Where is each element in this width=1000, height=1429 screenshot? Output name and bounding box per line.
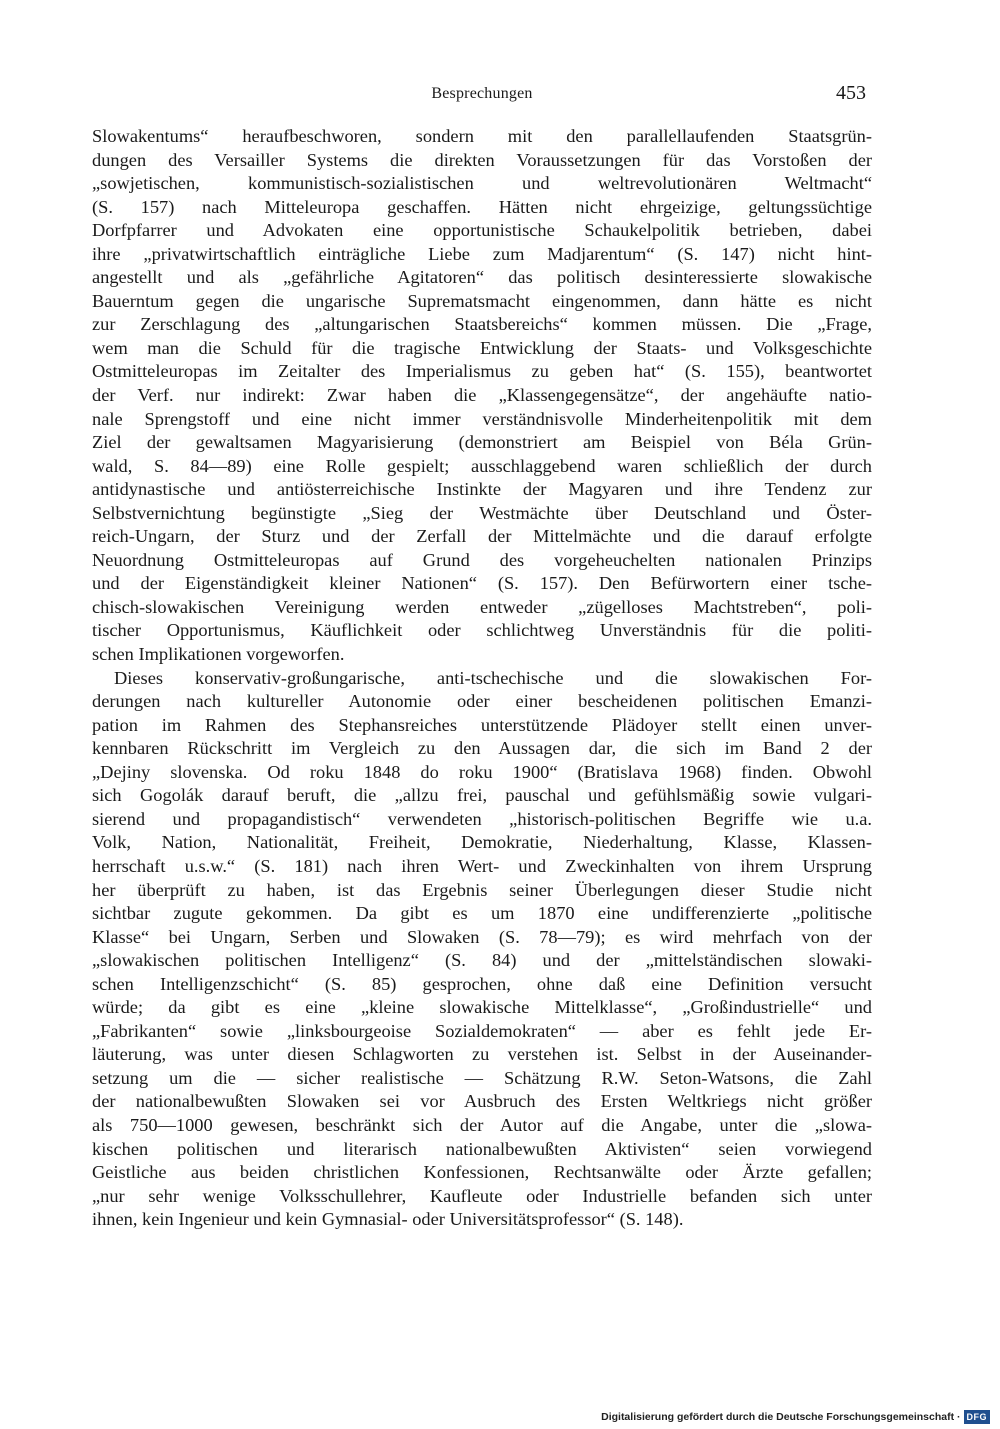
text-line: her überprüft zu haben, ist das Ergebnis seiner Überlegungen dieser Studie nicht <box>92 879 872 900</box>
text-line: Dorfpfarrer und Advokaten eine opportunistische Schaukelpolitik betrieben, dabei <box>92 220 872 241</box>
text-line: der nationalbewußten Slowaken sei vor Ausbruch des Ersten Weltkriegs nicht größer <box>92 1091 872 1112</box>
digitization-footer <box>601 1409 990 1425</box>
text-line: Ostmitteleuropas im Zeitalter des Imperialismus zu geben hat“ (S. 155), beantwortet <box>92 361 872 382</box>
document-page <box>92 0 872 1429</box>
text-line: zur Zerschlagung des „altungarischen Staatsbereichs“ kommen müssen. Die „Frage, <box>92 314 872 335</box>
footer-credit-text: Digitalisierung gefördert durch die Deutsche Forschungsgemeinschaft · <box>601 1411 961 1423</box>
text-line: reich-Ungarn, der Sturz und der Zerfall der Mittelmächte und die darauf erfolgte <box>92 526 872 547</box>
text-line: „Fabrikanten“ sowie „linksbourgeoise Sozialdemokraten“ — aber es fehlt jede Er- <box>92 1020 872 1041</box>
text-line: ihre „privatwirtschaftlich einträgliche Liebe zum Madjarentum“ (S. 147) nicht hint- <box>92 243 872 264</box>
text-line: Selbstvernichtung begünstigte „Sieg der Westmächte über Deutschland und Öster- <box>92 502 872 523</box>
paragraph <box>92 125 872 667</box>
text-line: herrschaft u.s.w.“ (S. 181) nach ihren Wert- und Zweckinhalten von ihrem Ursprung <box>92 855 872 876</box>
dfg-logo: DFG <box>964 1410 991 1424</box>
body-text <box>92 125 872 1232</box>
text-line: Geistliche aus beiden christlichen Konfessionen, Rechtsanwälte oder Ärzte gefallen; <box>92 1162 872 1183</box>
text-line: „slowakischen politischen Intelligenz“ (S. 84) und der „mittelständischen slowaki- <box>92 950 872 971</box>
text-line: als 750—1000 gewesen, beschränkt sich der Autor auf die Angabe, unter die „slowa- <box>92 1114 872 1135</box>
text-line: pation im Rahmen des Stephansreiches unterstützende Plädoyer stellt einen unver- <box>92 714 872 735</box>
text-line: tischer Opportunismus, Käuflichkeit oder schlichtweg Unverständnis für die politi- <box>92 620 872 641</box>
text-line: Bauerntum gegen die ungarische Suprematsmacht eingenommen, dann hätte es nicht <box>92 290 872 311</box>
page-header-title: Besprechungen <box>431 85 533 102</box>
text-line: kischen politischen und literarisch nationalbewußten Aktivisten“ seien vorwiegend <box>92 1138 872 1159</box>
text-line: (S. 157) nach Mitteleuropa geschaffen. Hätten nicht ehrgeizige, geltungssüchtige <box>92 196 872 217</box>
text-line: schen Intelligenzschicht“ (S. 85) gesprochen, ohne daß eine Definition versucht <box>92 973 872 994</box>
text-line: kennbaren Rückschritt im Vergleich zu den Aussagen dar, die sich im Band 2 der <box>92 738 872 759</box>
text-line: Dieses konservativ-großungarische, anti-tschechische und die slowakischen For- <box>114 667 872 688</box>
text-line: chisch-slowakischen Vereinigung werden entweder „zügelloses Machtstreben“, poli- <box>92 596 872 617</box>
text-line: antidynastische und antiösterreichische Instinkte der Magyaren und ihre Tendenz zur <box>92 479 872 500</box>
text-line: sichtbar zugute gekommen. Da gibt es um 1870 eine undifferenzierte „politische <box>92 903 872 924</box>
text-line: derungen nach kultureller Autonomie oder einer bescheidenen politischen Emanzi- <box>92 691 872 712</box>
text-line: Slowakentums“ heraufbeschworen, sondern mit den parallellaufenden Staatsgrün- <box>92 126 872 146</box>
text-line: wem man die Schuld für die tragische Entwicklung der Staats- und Volksgeschichte <box>92 337 872 358</box>
text-line: dungen des Versailler Systems die direkten Voraussetzungen für das Vorstoßen der <box>92 149 872 170</box>
text-line: ihnen, kein Ingenieur und kein Gymnasial- oder Universitätsprofessor“ (S. 148). <box>92 1209 684 1230</box>
text-line: „Dejiny slovenska. Od roku 1848 do roku 1900“ (Bratislava 1968) finden. Obwohl <box>92 761 872 782</box>
text-line: nale Sprengstoff und eine nicht immer verständnisvolle Minderheitenpolitik mit dem <box>92 408 872 429</box>
page-number: 453 <box>836 82 866 104</box>
text-line: Volk, Nation, Nationalität, Freiheit, Demokratie, Niederhaltung, Klasse, Klassen- <box>92 832 872 853</box>
text-line: „sowjetischen, kommunistisch-sozialistischen und weltrevolutionären Weltmacht“ <box>92 173 872 194</box>
text-line: sich Gogolák darauf beruft, die „allzu frei, pauschal und gefühlsmäßig sowie vulgari- <box>92 785 872 806</box>
text-line: Neuordnung Ostmitteleuropas auf Grund des vorgeheuchelten nationalen Prinzips <box>92 549 872 570</box>
paragraph <box>92 667 872 1232</box>
text-line: wald, S. 84—89) eine Rolle gespielt; ausschlaggebend waren schließlich der durch <box>92 455 872 476</box>
text-line: sierend und propagandistisch“ verwendeten „historisch-politischen Begriffe wie u.a. <box>92 808 872 829</box>
text-line: angestellt und als „gefährliche Agitatoren“ das politisch desinteressierte slowakische <box>92 267 872 288</box>
text-line: Ziel der gewaltsamen Magyarisierung (demonstriert am Beispiel von Béla Grün- <box>92 432 872 453</box>
text-line: Klasse“ bei Ungarn, Serben und Slowaken (S. 78—79); es wird mehrfach von der <box>92 926 872 947</box>
text-line: „nur sehr wenige Volksschullehrer, Kaufleute oder Industrielle befanden sich unter <box>92 1185 872 1206</box>
text-line: schen Implikationen vorgeworfen. <box>92 644 345 665</box>
text-line: und der Eigenständigkeit kleiner Nationen“ (S. 157). Den Befürwortern einer tsche- <box>92 573 872 594</box>
text-line: der Verf. nur indirekt: Zwar haben die „Klassengegensätze“, der angehäufte natio- <box>92 385 872 406</box>
text-line: setzung um die — sicher realistische — Schätzung R.W. Seton-Watsons, die Zahl <box>92 1067 872 1088</box>
text-line: würde; da gibt es eine „kleine slowakische Mittelklasse“, „Großindustrielle“ und <box>92 997 872 1018</box>
running-header <box>92 84 872 108</box>
text-line: läuterung, was unter diesen Schlagworten zu verstehen ist. Selbst in der Auseinander- <box>92 1044 872 1065</box>
